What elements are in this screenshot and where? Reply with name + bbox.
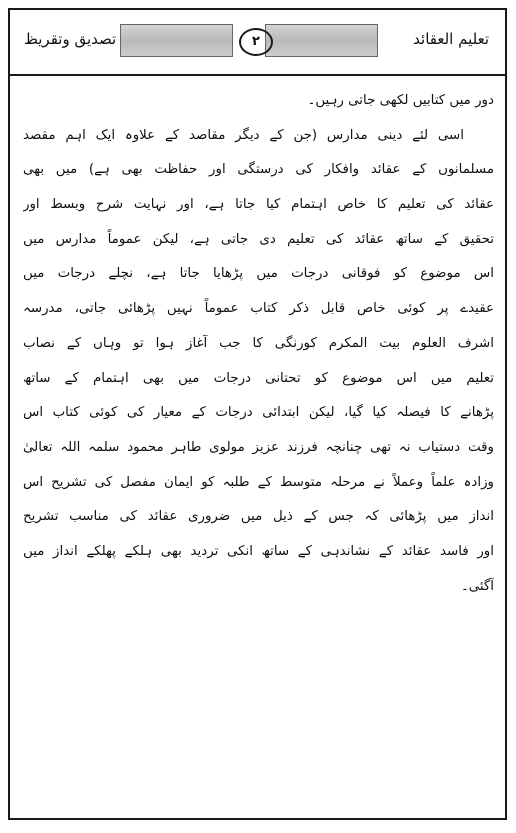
text-line: عقائد کی تعلیم کا خاص اہتمام کیا جاتا ہے، اور نہایت شرح وبسط اور — [23, 197, 494, 213]
page-header — [10, 10, 505, 76]
header-ornament-right — [265, 24, 378, 57]
text-line: تعلیم میں اس موضوع کو تحتانی درجات میں بھی اہتمام کے ساتھ — [23, 370, 494, 386]
text-line: وقت دستیاب نہ تھی چنانچہ فرزند عزیز مولوی طاہر محمود سلمہ اللہ تعالیٰ — [23, 439, 494, 455]
text-line: دور میں کتابیں لکھی جاتی رہیں۔ — [307, 93, 494, 108]
text-line: وزادہ علماً وعملاً نے مرحلہ متوسط کے طلبہ کو ایمان مفصل کی تشریح اس — [23, 474, 494, 490]
text-line: اس موضوع کو فوقانی درجات میں پڑھایا جاتا ہے، نچلے درجات میں — [23, 266, 494, 282]
book-title: تعلیم العقائد — [413, 30, 489, 48]
body-text — [23, 84, 494, 604]
page-frame — [8, 8, 507, 820]
text-line: اشرف العلوم بیت المکرم کورنگی کا جب آغاز ہوا تو وہاں کے نصاب — [23, 335, 494, 351]
header-ornament-left — [120, 24, 233, 57]
page-number: ۲ — [239, 28, 273, 56]
text-line: انداز میں پڑھائی کہ جس کے ذیل میں ضروری عقائد کی مناسب تشریح — [23, 509, 494, 525]
text-line: مسلمانوں کے عقائد وافکار کی درستگی اور حفاظت بھی ہے) میں بھی — [23, 162, 494, 178]
text-line: تحقیق کے ساتھ عقائد کی تعلیم دی جاتی ہے، لیکن عموماً مدارس میں — [23, 231, 494, 247]
text-line: عقیدے پر کوئی خاص قابل ذکر کتاب عموماً نہیں پڑھائی جاتی، مدرسہ — [23, 301, 494, 317]
text-line: اور فاسد عقائد کے نشاندہی کے ساتھ انکی تردید بھی ہلکے پھلکے انداز میں — [23, 543, 494, 559]
text-line: آگئی۔ — [460, 578, 494, 594]
text-line: اسی لئے دینی مدارس (جن کے دیگر مقاصد کے علاوہ ایک اہم مقصد — [23, 127, 464, 143]
text-line: پڑھانے کا فیصلہ کیا گیا، لیکن ابتدائی درجات کے معیار کی کوئی کتاب اس — [23, 405, 494, 421]
section-title: تصدیق وتقریظ — [24, 30, 117, 48]
